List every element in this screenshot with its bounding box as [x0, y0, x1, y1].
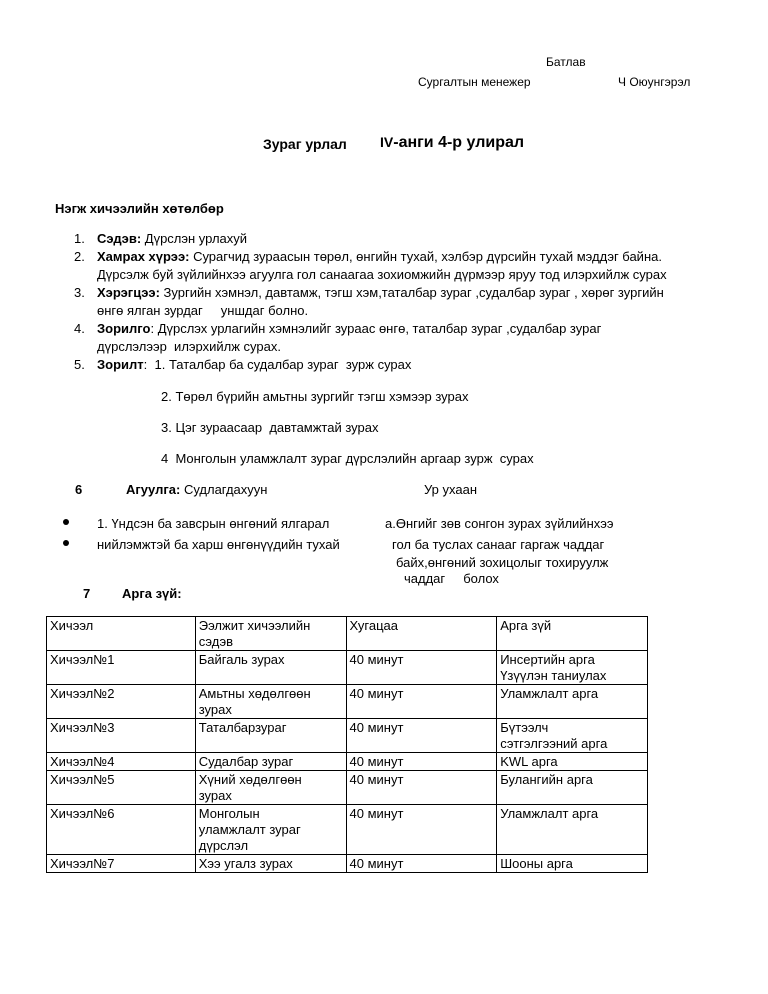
method-cell — [497, 805, 648, 855]
list-item-number: 3. — [74, 285, 85, 300]
topic-cell-text: Таталбарзураг — [198, 720, 287, 735]
item-text: өнгө ялган зурдаг уншдаг болно. — [97, 303, 309, 318]
lesson-cell-text: Хичээл№4 — [50, 754, 115, 769]
lesson-header — [47, 617, 196, 651]
objective-3: 3. Цэг зураасаар давтамжтай зурах — [161, 420, 379, 435]
topic-cell-text: зурах — [198, 788, 232, 803]
method-cell-text: сэтгэлгээний арга — [500, 736, 608, 751]
duration-cell — [346, 855, 497, 873]
table-row — [47, 651, 648, 685]
table-row — [47, 753, 648, 771]
topic-cell — [195, 685, 346, 719]
method-cell-text: Уламжлалт арга — [500, 686, 599, 701]
list-item — [97, 230, 247, 248]
duration-cell-text: 40 минут — [349, 720, 404, 735]
method-cell-text: Инсертийн арга — [500, 652, 595, 667]
duration-cell-text: 40 минут — [349, 856, 404, 871]
duration-cell-text: 40 минут — [349, 772, 404, 787]
lesson-cell — [47, 719, 196, 753]
item-text: Дүрсэлж буй зүйлийнхээ агуулга гол санаагаа зохиомжийн дүрмээр яруу тод илэрхийлж сурах — [97, 267, 667, 282]
manager-label: Сургалтын менежер — [418, 75, 531, 89]
bullet-icon — [63, 519, 69, 525]
topic-cell-text: Байгаль зурах — [198, 652, 285, 667]
duration-cell — [346, 805, 497, 855]
content-left-text — [97, 513, 340, 555]
item-text: Зургийн хэмнэл, давтамж, тэгш хэм,таталбар зураг ,судалбар зураг , хөрөг зургийн — [159, 285, 664, 300]
lesson-cell-text: Хичээл№6 — [50, 806, 115, 821]
method-number: 7 — [83, 586, 91, 601]
lesson-cell — [47, 771, 196, 805]
content-right-line: а.Өнгийг зөв сонгон зурах зүйлийнхээ — [385, 516, 614, 531]
duration-cell-text: 40 минут — [349, 652, 404, 667]
objective-2: 2. Төрөл бүрийн амьтны зургийг тэгш хэмээр зурах — [161, 389, 469, 404]
method-cell — [497, 685, 648, 719]
content-left-title: Судлагдахуун — [180, 482, 268, 497]
lesson-cell-text: Хичээл№2 — [50, 686, 115, 701]
topic-cell-text: Монголын — [198, 806, 260, 821]
item-text: : 1. Таталбар ба судалбар зураг зурж сурах — [143, 357, 412, 372]
topic-cell-text: Амьтны хөдөлгөөн — [198, 686, 311, 701]
duration-header — [346, 617, 497, 651]
item-label: Сэдэв: — [97, 231, 142, 246]
topic-cell-text: дүрслэл — [198, 838, 249, 853]
method-header — [497, 617, 648, 651]
topic-cell-text: зурах — [198, 702, 232, 717]
grade-prefix: IV — [380, 134, 394, 150]
duration-cell — [346, 651, 497, 685]
lesson-cell-text: Хичээл№3 — [50, 720, 115, 735]
method-cell-text: Үзүүлэн таниулах — [500, 668, 607, 683]
duration-cell-text: 40 минут — [349, 686, 404, 701]
duration-cell-text: 40 минут — [349, 754, 404, 769]
table-row — [47, 719, 648, 753]
topic-cell-text: Хүний хөдөлгөөн — [198, 772, 302, 787]
item-label: Хэрэгцээ: — [97, 285, 160, 300]
method-cell-text: Шооны арга — [500, 856, 573, 871]
lesson-cell-text: Хичээл№5 — [50, 772, 115, 787]
content-right-title: Ур ухаан — [424, 482, 478, 497]
subject-title: Зураг урлал — [263, 136, 347, 152]
list-item — [97, 320, 601, 356]
item-text: Сурагчид зураасын төрөл, өнгийн тухай, хэлбэр дүрсийн тухай мэддэг байна. — [189, 249, 662, 264]
content-right-line: байх,өнгөний зохицолыг тохируулж — [396, 555, 609, 570]
item-text: : Дүрслэх урлагийн хэмнэлийг зураас өнгө, таталбар зураг ,судалбар зураг — [150, 321, 602, 336]
lesson-cell — [47, 753, 196, 771]
method-cell-text: Уламжлалт арга — [500, 806, 599, 821]
approve-label: Батлав — [546, 55, 586, 69]
lesson-header-text: Хичээл — [50, 618, 94, 633]
section-heading: Нэгж хичээлийн хөтөлбөр — [55, 201, 224, 216]
topic-cell-text: уламжлалт зураг — [198, 822, 301, 837]
duration-cell — [346, 719, 497, 753]
item-text: дүрслэлээр илэрхийлж сурах. — [97, 339, 281, 354]
content-heading — [126, 482, 267, 497]
topic-cell — [195, 719, 346, 753]
item-label: Зорилго — [97, 321, 151, 336]
topic-header-text: Ээлжит хичээлийн — [198, 618, 311, 633]
method-cell — [497, 753, 648, 771]
list-item-number: 5. — [74, 357, 85, 372]
topic-cell-text: Хээ угалз зурах — [198, 856, 293, 871]
content-left-line: нийлэмжтэй ба харш өнгөнүүдийн тухай — [97, 537, 340, 552]
topic-cell-text: Судалбар зураг — [198, 754, 294, 769]
table-row — [47, 685, 648, 719]
item-label: Зорилт — [97, 357, 144, 372]
list-item-number: 1. — [74, 231, 85, 246]
lesson-cell — [47, 651, 196, 685]
content-right-line: чаддаг болох — [404, 571, 499, 586]
duration-cell — [346, 753, 497, 771]
objective-4: 4 Монголын уламжлалт зураг дүрслэлийн аргаар зурж сурах — [161, 451, 534, 466]
method-label: Арга зүй: — [122, 586, 182, 601]
content-left-line: 1. Үндсэн ба завсрын өнгөний ялгарал — [97, 516, 330, 531]
grade-title — [380, 134, 524, 152]
method-header-text: Арга зүй — [500, 618, 552, 633]
item-label: Хамрах хүрээ: — [97, 249, 190, 264]
grade-rest: -анги 4-р улирал — [393, 134, 525, 151]
content-right-line: гол ба туслах санааг гаргаж чаддаг — [392, 537, 605, 552]
bullet-icon — [63, 540, 69, 546]
topic-header — [195, 617, 346, 651]
table-row — [47, 771, 648, 805]
list-item — [97, 284, 664, 320]
lesson-cell — [47, 685, 196, 719]
method-cell — [497, 771, 648, 805]
lesson-table — [46, 616, 648, 873]
lesson-cell-text: Хичээл№7 — [50, 856, 115, 871]
list-item-number: 4. — [74, 321, 85, 336]
duration-cell — [346, 685, 497, 719]
topic-header-text: сэдэв — [198, 634, 233, 649]
method-cell-text: Булангийн арга — [500, 772, 593, 787]
table-row — [47, 805, 648, 855]
method-cell-text: Бүтээлч — [500, 720, 549, 735]
method-cell — [497, 719, 648, 753]
duration-cell — [346, 771, 497, 805]
list-item — [97, 356, 411, 374]
topic-cell — [195, 651, 346, 685]
duration-cell-text: 40 минут — [349, 806, 404, 821]
lesson-cell — [47, 805, 196, 855]
list-item-number: 2. — [74, 249, 85, 264]
method-cell — [497, 855, 648, 873]
lesson-cell — [47, 855, 196, 873]
table-row — [47, 855, 648, 873]
manager-name: Ч Оюунгэрэл — [618, 75, 691, 89]
duration-header-text: Хугацаа — [349, 618, 399, 633]
topic-cell — [195, 855, 346, 873]
content-number: 6 — [75, 482, 83, 497]
method-cell-text: KWL арга — [500, 754, 558, 769]
method-cell — [497, 651, 648, 685]
topic-cell — [195, 753, 346, 771]
content-label: Агуулга: — [126, 482, 181, 497]
item-text: Дүрслэн урлахуй — [141, 231, 248, 246]
topic-cell — [195, 805, 346, 855]
lesson-cell-text: Хичээл№1 — [50, 652, 115, 667]
list-item — [97, 248, 667, 284]
topic-cell — [195, 771, 346, 805]
table-header-row — [47, 617, 648, 651]
